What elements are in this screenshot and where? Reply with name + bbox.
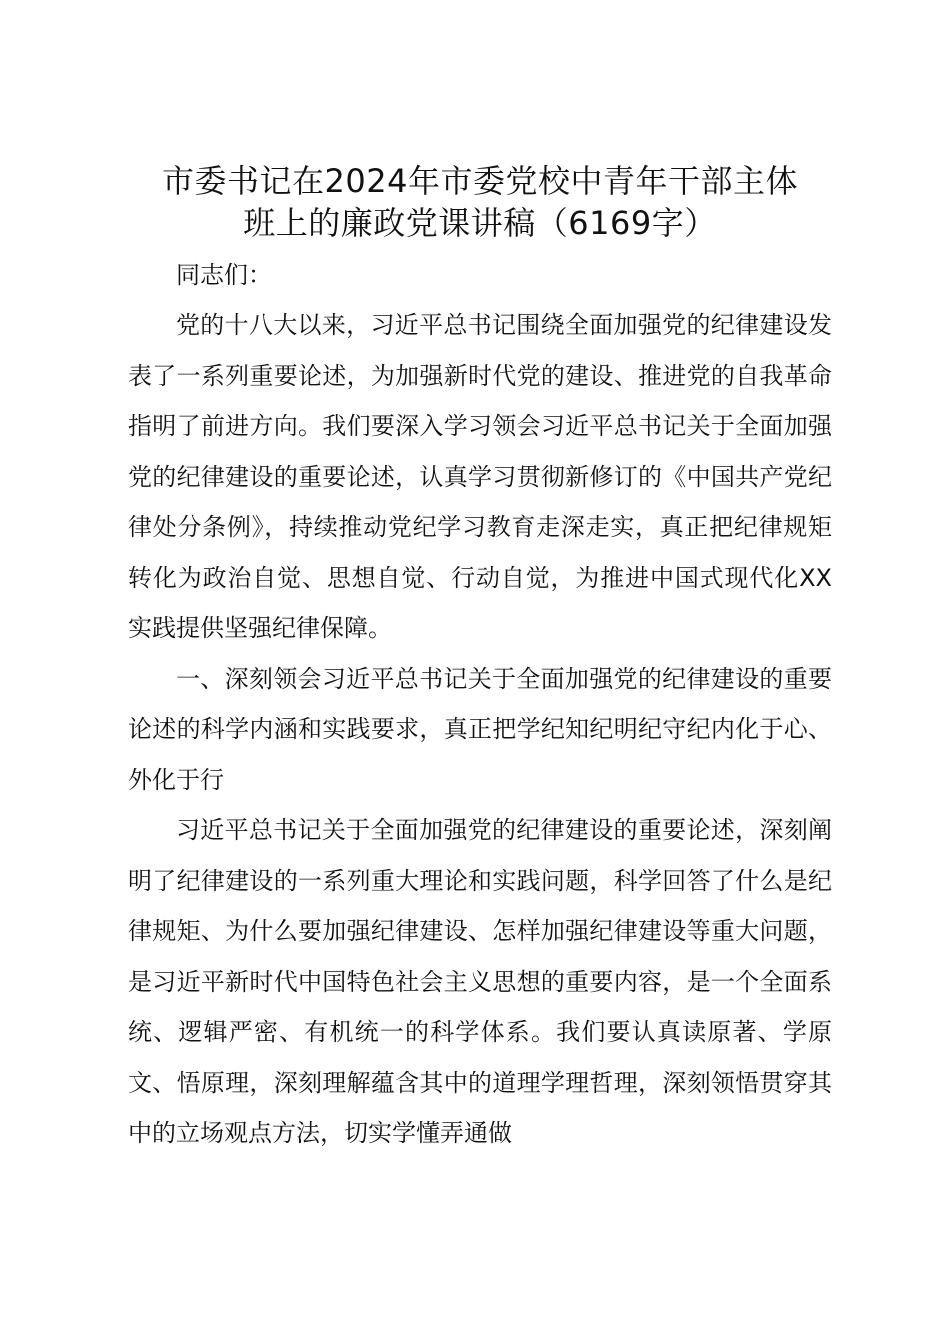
document-title bbox=[128, 160, 832, 244]
section-heading-1: 一、深刻领会习近平总书记关于全面加强党的纪律建设的重要论述的科学内涵和实践要求，真正把学纪知纪明纪守纪内化于心、外化于行 bbox=[128, 664, 832, 794]
paragraph-intro: 党的十八大以来，习近平总书记围绕全面加强党的纪律建设发表了一系列重要论述，为加强新时代党的建设、推进党的自我革命指明了前进方向。我们要深入学习领会习近平总书记关于全面加强党的纪律建设的重要论述，认真学习贯彻新修订的《中国共产党纪律处分条例》，持续推动党纪学习教育走深走实，真正把纪律规矩转化为政治自觉、思想自觉、行动自觉，为推进中国式现代化XX实践提供坚强纪律保障。 bbox=[128, 311, 832, 642]
title-line-1: 市委书记在2024年市委党校中青年干部主体 bbox=[162, 162, 798, 200]
salutation: 同志们： bbox=[176, 261, 272, 289]
title-line-2: 班上的廉政党课讲稿（6169字） bbox=[243, 204, 717, 242]
paragraph-section-1: 习近平总书记关于全面加强党的纪律建设的重要论述，深刻阐明了纪律建设的一系列重大理论和实践问题，科学回答了什么是纪律规矩、为什么要加强纪律建设、怎样加强纪律建设等重大问题，是习近平新时代中国特色社会主义思想的重要内容，是一个全面系统、逻辑严密、有机统一的科学体系。我们要认真读原著、学原文、悟原理，深刻理解蕴含其中的道理学理哲理，深刻领悟贯穿其中的立场观点方法，切实学懂弄通做 bbox=[128, 816, 832, 1147]
document-body bbox=[128, 160, 832, 1159]
